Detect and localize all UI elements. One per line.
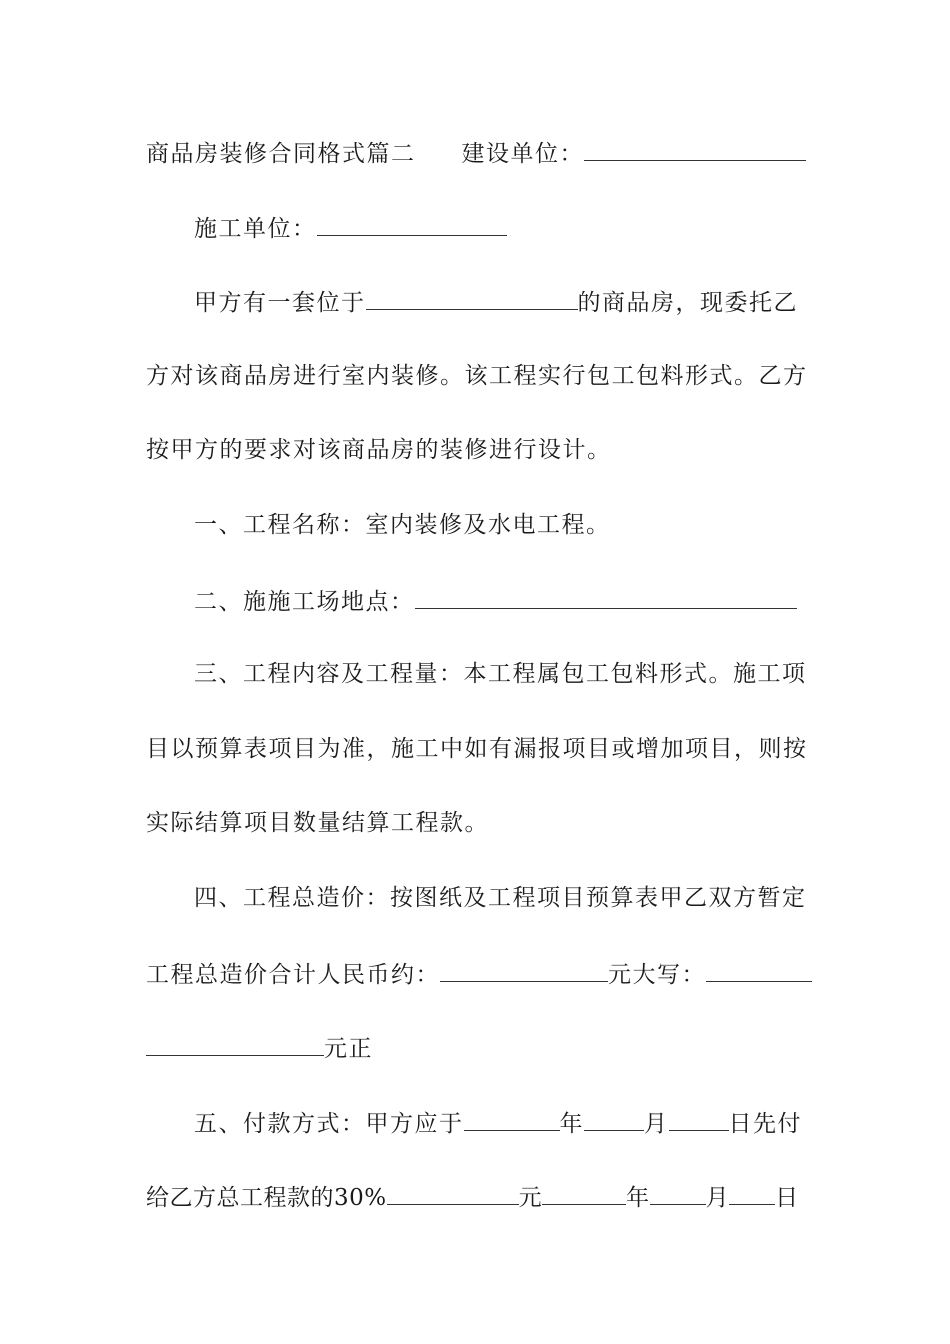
payment-amount-blank[interactable] <box>387 1176 519 1205</box>
section-3-line: 实际结算项目数量结算工程款。 <box>146 810 489 836</box>
payment-year2-blank[interactable] <box>542 1176 626 1205</box>
build-unit-label: 建设单位： <box>461 141 584 167</box>
section-4-line <box>146 953 806 993</box>
year-label: 年 <box>626 1185 650 1211</box>
month-label: 月 <box>644 1111 669 1137</box>
construction-unit-label: 施工单位： <box>194 216 317 242</box>
yuan-zheng-label: 元正 <box>324 1036 373 1062</box>
paragraph-line <box>194 281 854 321</box>
section-4-line <box>146 1027 806 1067</box>
month-label: 月 <box>705 1185 730 1211</box>
section-3-line: 目以预算表项目为准，施工中如有漏报项目或增加项目，则按 <box>146 736 808 762</box>
site-location-blank[interactable] <box>415 580 797 609</box>
yuan-label: 元 <box>518 1185 543 1211</box>
build-unit-blank[interactable] <box>584 132 806 161</box>
uppercase-label: 元大写： <box>608 962 706 988</box>
payment-day2-blank[interactable] <box>729 1176 775 1205</box>
section-2 <box>194 580 854 620</box>
construction-unit-line <box>194 207 854 247</box>
payment-year-blank[interactable] <box>464 1102 560 1131</box>
total-price-label: 工程总造价合计人民币约： <box>146 962 440 988</box>
p1-text-a: 甲方有一套位于 <box>194 290 366 316</box>
document-heading: 商品房装修合同格式篇二 <box>146 141 416 167</box>
payment-text-c: 给乙方总工程款的 <box>146 1185 334 1211</box>
payment-label: 五、付款方式：甲方应于 <box>194 1111 464 1137</box>
section-3-line: 三、工程内容及工程量：本工程属包工包料形式。施工项 <box>194 661 807 687</box>
payment-percent: 30% <box>334 1185 387 1211</box>
payment-month-blank[interactable] <box>584 1102 644 1131</box>
section-5-line <box>146 1176 806 1216</box>
paragraph-line: 按甲方的要求对该商品房的装修进行设计。 <box>146 437 612 463</box>
section-4-line: 四、工程总造价：按图纸及工程项目预算表甲乙双方暂定 <box>194 885 807 911</box>
section-5-line <box>194 1102 854 1142</box>
property-location-blank[interactable] <box>366 281 578 310</box>
payment-day-blank[interactable] <box>669 1102 729 1131</box>
total-price-blank[interactable] <box>440 953 608 982</box>
site-location-label: 二、施施工场地点： <box>194 589 415 615</box>
year-label: 年 <box>559 1111 584 1137</box>
p1-text-b: 的商品房，现委托乙 <box>577 290 798 316</box>
heading-line <box>146 132 806 172</box>
payment-text-b: 日先付 <box>728 1111 802 1137</box>
day-label: 日 <box>775 1185 799 1211</box>
paragraph-line: 方对该商品房进行室内装修。该工程实行包工包料形式。乙方 <box>146 363 808 389</box>
payment-month2-blank[interactable] <box>650 1176 706 1205</box>
construction-unit-blank[interactable] <box>317 207 507 236</box>
uppercase-amount-blank[interactable] <box>706 953 812 982</box>
uppercase-amount-blank-cont[interactable] <box>146 1027 324 1056</box>
section-1: 一、工程名称：室内装修及水电工程。 <box>194 512 611 538</box>
